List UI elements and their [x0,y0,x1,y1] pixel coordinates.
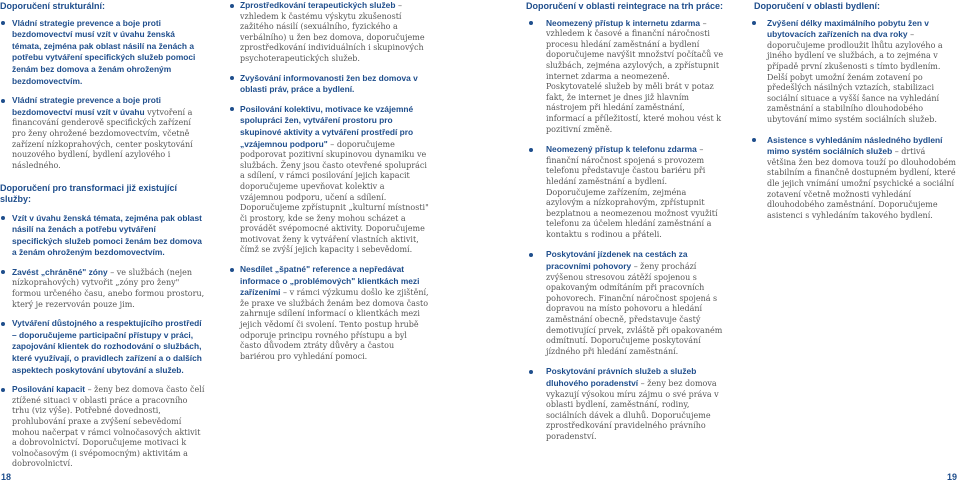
left-page-column-2 [232,0,430,370]
section-heading-structural: Doporučení strukturální: [0,1,106,11]
list-item: Asistence s vyhledáním následného bydlení mimo systém sociálních služeb – drtivá většina žen bez domova touží po dlouhodobém stabilním a finančně dostupném bydlení, které dle jejich vnímání umožní psychické a sociální zotavení včetně možnosti vyhledání dlouhodobého zaměstnání. Doporučujeme asistenci s vyhledáním takového bydlení. [748,135,956,222]
list-item: Vytváření důstojného a respektujícího prostředí – doporučujeme participační přístupy v práci, zapojování klientek do rozhodování o službách, které využívají, o pravidlech zařízení a o dalších aspektech poskytování ubytování a služeb. [0,318,206,376]
service-recommendations-list [232,0,430,362]
list-item: Nesdílet „špatné" reference a nepředávat informace o „problémových" klientkách mezi zařízeními – v rámci výzkumu došlo ke zjištění, že praxe ve službách ženám bez domova často zahrnuje sdílení informací o klientkách mezi jejich vědomí či svolení. Tento postup hrubě odporuje principu rovného přístupu a byl často důvodem ztráty důvěry a častou bariérou pro vyhledání pomoci. [232,264,430,362]
list-item: Poskytování právních služeb a služeb dluhového poradenství – ženy bez domova vykazují výsokou míru zájmu o své práva v oblasti bydlení, zaměstnání, rodiny, sociálních dávek a dluhů. Doporučujeme zprostředkování pravidelného právního poradenství. [520,366,724,442]
housing-recommendations-list [748,18,956,222]
list-item: Vzít v úvahu ženská témata, zejména pak oblast násilí na ženách a potřebu vytváření specifických služeb pomoci ženám bez domova a ženám ohroženým bezdomovectvím. [0,213,206,259]
list-item: Neomezený přístup k telefonu zdarma – finanční náročnost spojená s provozem telefonu představuje častou bariéru při hledání zaměstnání a bydlení. Doporučujeme zařízením, zejména azylovým a nízkoprahovým, zpřístupnit bezplatnou a neomezenou možnost využití telefonu za účelem hledání zaměstnání a kontaktu s rodinou a přáteli. [520,144,724,240]
section-heading-transformation: Doporučení pro transformaci již existující služby: [0,183,178,204]
labour-market-recommendations-list [520,18,724,443]
right-page-column-2 [748,0,956,230]
list-item: Zvýšení délky maximálního pobytu žen v ubytovacích zařízeních na dva roky – doporučujeme prodloužit lhůtu azylového a jiného bydlení ve službách, a to zejména v případě první zkušenosti s tímto bydlením. Delší pobyt umožní ženám zotavení po předešlých násilných vztazích, stabilizaci sociální situace a vyšší šance na vyhledání zaměstnání a stabilního dlouhodobého ubytování mimo systém sociálních služeb. [748,18,956,126]
page-number-left: 18 [1,472,12,482]
list-item: Poskytování jízdenek na cestách za pracovními pohovory – ženy prochází zvýšenou stresovou zátěží spojenou s opakovaným odmítáním při pracovních pohovorech. Finanční náročnost spojená s dopravou na místo pohovoru a hledání zaměstnání obecně, představuje častý demotivující prvek, zvláště při opakovaném odmítnutí. Doporučujeme poskytování jízdného při hledání zaměstnání. [520,249,724,357]
list-item: Zvyšování informovanosti žen bez domova v oblasti práv, práce a bydlení. [232,73,430,96]
section-heading-housing: Doporučení v oblasti bydlení: [754,1,881,11]
list-item: Vládní strategie prevence a boje proti bezdomovectví musí vzít v úvahu vytvoření a financování genderově specifických zařízení pro ženy ohrožené bezdomovectvím, včetně zařízení nízkoprahových, center poskytování nouzového bydlení, bydlení azylového i následného. [0,95,206,171]
list-item: Neomezený přístup k internetu zdarma – vzhledem k časové a finanční náročnosti procesu hledání zaměstnání a bydlení doporučujeme navýšit množství počítačů ve službách, zejména azylových, a zpřístupnit internet zdarma a neomezeně. Poskytovatelé služeb by měli brát v potaz fakt, že internet je dnes již hlavním nástrojem při hledání zaměstnání, informací a příležitostí, které mohou vést k pozitivní změně. [520,18,724,136]
structural-recommendations-list [0,18,206,172]
list-item: Posilování kolektivu, motivace ke vzájemné spolupráci žen, vytváření prostoru pro skupinové aktivity a vytváření prostředí pro „vzájemnou podporu" – doporučujeme podporovat pozitivní skupinovou dynamiku ve službách. Ženy jsou často otevřené spolupráci a sdílení, v rámci posilování jejich kapacit doporučujeme upevňovat kolektiv a vzájemnou podporu, učení a sdílení. Doporučujeme zpřístupnit „kulturní místnosti" či prostory, kde se ženy mohou scházet a provádět svépomocné aktivity. Doporučujeme motivovat ženy k vytváření vlastních aktivit, čímž se zvýší jejich kapacity i sebevědomí. [232,104,430,256]
page-number-right: 19 [946,472,957,482]
transformation-recommendations-list [0,213,206,470]
right-page-column-1 [520,0,724,452]
list-item: Posilování kapacit – ženy bez domova často čelí ztížené situaci v oblasti práce a pracovního trhu (viz výše). Potřebné dovednosti, prohlubování praxe a zvýšení sebevědomí mohou načerpat v rámci volnočasových aktivit a dobrovolnictví. Doporučujeme motivaci k volnočasovým (i svépomocným) aktivitám a dobrovolnictví. [0,384,206,470]
list-item: Zavést „chráněné" zóny – ve službách (nejen nízkoprahových) vytvořit „zóny pro ženy" formou určeného času, anebo formou prostoru, který je rezervován pouze jim. [0,267,206,310]
left-page-column-1 [0,0,206,478]
list-item: Vládní strategie prevence a boje proti bezdomovectví musí vzít v úvahu ženská témata, zejména pak oblast násilí na ženách a potřebu vytváření specifických služeb pomoci ženám bez domova a ženám ohroženým bezdomovectvím. [0,18,206,88]
list-item: Zprostředkování terapeutických služeb – vzhledem k častému výskytu zkušeností zažitého násilí (sexuálního, fyzického a verbálního) u žen bez domova, doporučujeme zprostředkování individuálních i skupinových psychoterapeutických služeb. [232,0,430,65]
section-heading-labour-market: Doporučení v oblasti reintegrace na trh práce: [526,1,724,11]
